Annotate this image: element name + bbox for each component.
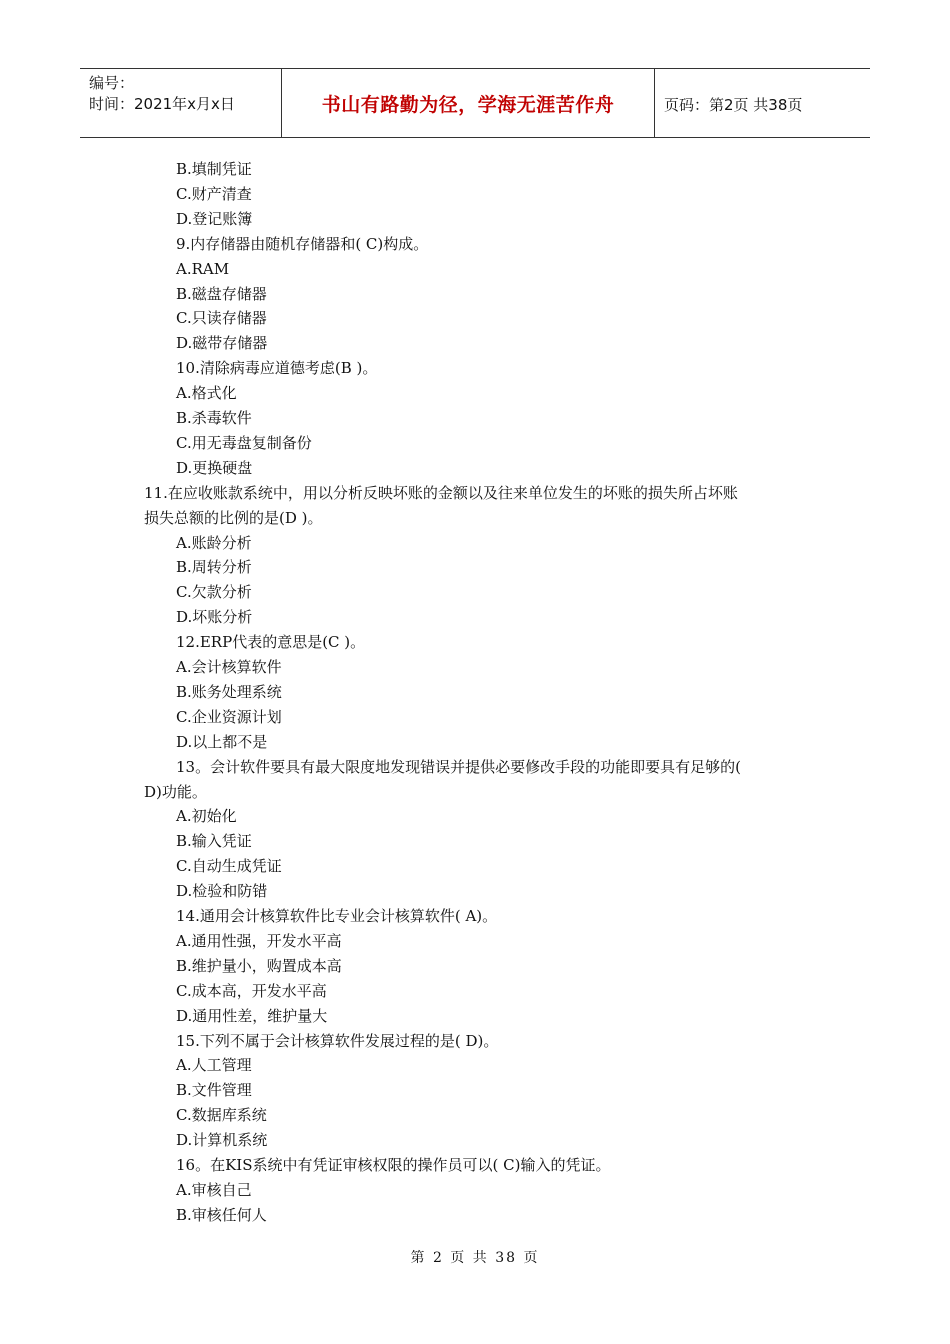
answer-option: B.磁盘存储器 [176,284,267,303]
header-meta [89,73,235,115]
answer-option: B.文件管理 [176,1081,252,1100]
answer-option: C.企业资源计划 [176,707,282,726]
question-text: 10.清除病毒应道德考虑(B )。 [176,359,378,378]
answer-option: D.磁带存储器 [176,334,268,353]
question-text: 13。会计软件要具有最大限度地发现错误并提供必要修改手段的功能即要具有足够的( [176,757,741,776]
answer-option: C.自动生成凭证 [176,857,282,876]
answer-option: A.RAM [176,259,230,278]
answer-option: D.通用性差，维护量大 [176,1006,328,1025]
answer-option: B.周转分析 [176,558,252,577]
answer-option: A.人工管理 [176,1056,252,1075]
question-text: 11.在应收账款系统中，用以分析反映坏账的金额以及往来单位发生的坏账的损失所占坏账 [144,483,738,502]
question-text: 14.通用会计核算软件比专业会计核算软件( A)。 [176,907,498,925]
question-text: 9.内存储器由随机存储器和( C)构成。 [176,234,429,253]
answer-option: C.用无毒盘复制备份 [176,433,312,452]
answer-option: D.更换硬盘 [176,458,253,477]
answer-option: C.数据库系统 [176,1106,267,1125]
answer-option: B.杀毒软件 [176,409,252,427]
question-text: 15.下列不属于会计核算软件发展过程的是( D)。 [176,1031,499,1050]
answer-option: D.检验和防错 [176,882,268,901]
answer-option: A.格式化 [176,384,237,403]
answer-option: D.计算机系统 [176,1131,268,1150]
answer-option: A.审核自己 [176,1180,252,1199]
header-page-info: 页码：第2页 共38页 [664,96,803,114]
question-text: 12.ERP代表的意思是(C )。 [176,633,366,652]
question-continuation: 损失总额的比例的是(D )。 [144,508,323,527]
page-header [80,68,870,138]
answer-option: B.维护量小，购置成本高 [176,956,342,975]
answer-option: B.输入凭证 [176,832,252,851]
answer-option: C.财产清查 [176,184,252,203]
answer-option: D.登记账簿 [176,209,253,228]
answer-option: B.审核任何人 [176,1205,267,1224]
answer-option: C.成本高，开发水平高 [176,981,327,1000]
answer-option: C.只读存储器 [176,309,267,328]
question-continuation: D)功能。 [144,782,207,801]
question-text: 16。在KIS系统中有凭证审核权限的操作员可以( C)输入的凭证。 [176,1156,611,1174]
answer-option: D.坏账分析 [176,608,253,627]
answer-option: C.欠款分析 [176,583,252,602]
header-divider [654,69,655,137]
answer-option: A.通用性强，开发水平高 [176,931,342,950]
answer-option: A.会计核算软件 [176,658,282,676]
number-label: 编号： [89,74,135,92]
answer-option: B.账务处理系统 [176,682,282,701]
page-footer: 第 2 页 共 38 页 [410,1250,540,1266]
answer-option: A.初始化 [176,807,237,826]
answer-option: B.填制凭证 [176,160,252,178]
answer-option: D.以上都不是 [176,732,268,751]
time-label: 时间：2021年x月x日 [89,95,235,113]
header-motto: 书山有路勤为径，学海无涯苦作舟 [321,94,615,116]
answer-option: A.账龄分析 [176,533,252,552]
